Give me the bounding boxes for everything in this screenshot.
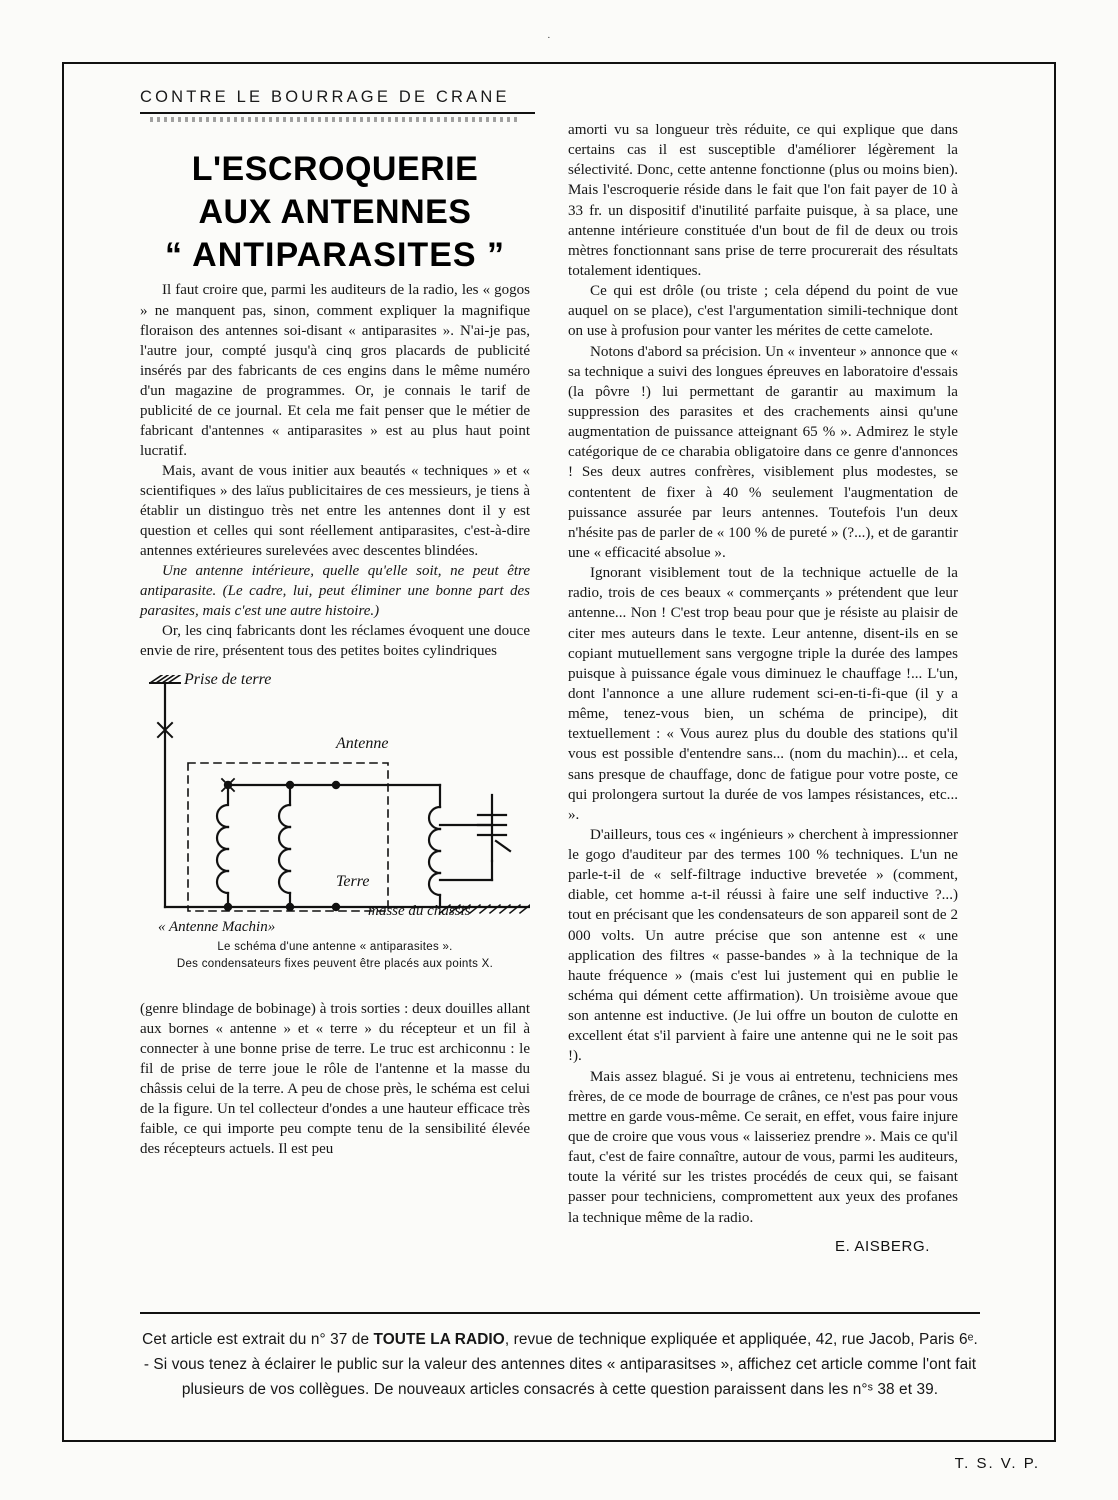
figure-caption-line-2: Des condensateurs fixes peuvent être placés aux points X. — [176, 957, 494, 970]
label-prise-de-terre: Prise de terre — [184, 670, 272, 688]
label-antenne-machin: « Antenne Machin» — [158, 918, 276, 935]
right-column — [568, 120, 958, 1255]
paragraph: Mais assez blagué. Si je vous ai entretenu, techniciens mes frères, de ce mode de bourrage de crânes, ce n'est pas pour vous mettre en garde vous-même. Ce serait, en effet, vous faire injure que de croire que vous vous « laisseriez prendre ». Mais ce qu'il faut, c'est de faire connaître, autour de vous, parmi les auditeurs, toute la vérité sur les tristes procédés de ceux qui, se faisant passer pour techniciens, compromettent aux yeux des profanes la technique même de la radio. — [568, 1068, 958, 1226]
article-columns — [140, 120, 980, 1300]
notice-part-1: Cet article est extrait du n° 37 de — [142, 1331, 374, 1348]
notice-brand: TOUTE LA RADIO — [373, 1331, 505, 1348]
notice-text — [140, 1328, 980, 1403]
label-terre: Terre — [336, 872, 370, 890]
left-column — [140, 120, 530, 1159]
title-line-1: L'ESCROQUERIE — [191, 150, 479, 188]
paragraph: Il faut croire que, parmi les auditeurs de la radio, les « gogos » ne manquent pas, sinon, comment expliquer la magnifique floraison des antennes soi-disant « antiparasites ». N'ai-je pas, l'autre jour, compté jusqu'à cinq gros placards de publicité insérés par des fabricants de ces engins dans le même numéro d'un magazine de programmes. Or, je connais le tarif de publicité de ce journal. Et cela me fait penser que le métier de fabricant d'antennes « antiparasites » est au plus haut point lucratif. — [140, 282, 530, 459]
paragraph: Ce qui est drôle (ou triste ; cela dépend du point de vue auquel on se place), c'est l'argumentation simili-technique dont on use à profusion pour vanter les mérites de cette camelote. — [568, 283, 958, 340]
kicker-block — [140, 88, 980, 114]
notice-part-2: , revue de technique expliquée et appliquée, 42, rue Jacob, Paris 6ᵉ. - Si vous tenez à éclairer le public sur la valeur des antennes dites « antiparasitses », affichez cet article comme l'ont fait plusieurs de vos collègues. De nouveaux articles consacrés à cette question paraissent dans les n°ˢ 38 et 39. — [143, 1331, 978, 1398]
label-antenne: Antenne — [336, 734, 389, 752]
top-center-mark: · — [547, 32, 551, 44]
paragraph: amorti vu sa longueur très réduite, ce qui explique que dans certains cas il est susceptible d'améliorer légèrement la sélectivité. Donc, cette antenne fonctionne (plus ou moins bien). Mais l'escroquerie réside dans le fait que l'on fait payer de 10 à 33 fr. un dispositif d'inutilité parfaite puisque, à sa place, une antenne intérieure constituée d'un bout de fil de deux ou trois mètres fonctionnant sans prise de terre procurerait des résultats totalement identiques. — [568, 122, 958, 279]
footer-notice — [140, 1312, 980, 1403]
author-signature: E. AISBERG. — [835, 1237, 930, 1255]
kicker-text: CONTRE LE BOURRAGE DE CRANE — [140, 88, 510, 106]
paragraph: (genre blindage de bobinage) à trois sorties : deux douilles allant aux bornes « antenne » et « terre » du récepteur et un fil à connecter à une bonne prise de terre. Le truc est archiconnu : le fil de prise de terre joue le rôle de l'antenne et la masse du châssis celui de la terre. A peu de chose près, le schéma est celui de la figure. Un tel collecteur d'ondes a une hauteur efficace très faible, ce qui importe peu compte tenu de la sensibilité élevée des récepteurs actuels. Il est peu — [140, 1000, 530, 1157]
paragraph: Or, les cinq fabricants dont les réclames évoquent une douce envie de rire, présentent tous des petites boites cylindriques — [140, 622, 530, 659]
tsvp-mark: T. S. V. P. — [954, 1455, 1040, 1472]
page-title — [140, 148, 530, 276]
kicker-rule — [140, 112, 535, 114]
paragraph: D'ailleurs, tous ces « ingénieurs » cherchent à impressionner le gogo d'auditeur par des termes 100 % techniques. L'un ne parle-t-il de « self-filtrage inductive brevetée » (comment, diable, cet homme a-t-il réussi à faire une self inductive ?...) tout en précisant que les condensateurs de son appareil sont de 2 000 volts. Un autre précise que son antenne est « une application des filtres « passe-bandes » à la technique de la haute fréquence » (mais c'est lui justement qui en publie le schéma qui dément cette affirmation). Un troisième avoue que son antenne est inductive. (Je lui offre un bouton de culotte en excellent état s'il parvient à faire une antenne qui ne le soit pas !). — [568, 826, 958, 1065]
paragraph: Ignorant visiblement tout de la technique actuelle de la radio, trois de ces beaux « commerçants » prétendent que leur antenne... Non ! C'est trop beau pour que je résiste au plaisir de citer mes auteurs dans le texte. Leur antenne, disent-ils en se copiant mutuellement sans vergogne triple la durée des lampes puisque à puissance égale vous diminuez le chauffage !... L'un, dont l'annonce a une allure rudement sci-en-ti-fi-que (il y a même, tenez-vous bien, un schéma de principe), dit textuellement : « Vous aurez plus du double des stations qu'il vous est possible d'entendre sans... (nom du machin)... et cela, sans presque de chauffage, donc de fatigue pour votre poste, ce qui prolongera surtout la durée de vos lampes résistances, etc... ». — [568, 565, 958, 823]
circuit-schematic-svg — [140, 675, 530, 943]
figure-caption-line-1: Le schéma d'une antenne « antiparasites ». — [217, 940, 453, 953]
paragraph: Mais, avant de vous initier aux beautés « techniques » et « scientifiques » des laïus publicitaires de ces messieurs, je tiens à établir un distinguo très net entre les antennes dont il y est question et celles qui sont réellement antiparasites, c'est-à-dire antennes extérieures surelevées avec descentes blindées. — [140, 462, 530, 559]
paragraph: Une antenne intérieure, quelle qu'elle soit, ne peut être antiparasite. (Le cadre, lui, peut éliminer une bonne part des parasites, mais c'est une autre histoire.) — [140, 562, 530, 619]
title-line-3: “ ANTIPARASITES ” — [164, 235, 506, 274]
paragraph: Notons d'abord sa précision. Un « inventeur » annonce que « sa technique a suivi des longues épreuves en laboratoire d'essais (la pôvre !) lui permettant de garantir au maximum la suppression des parasites et des crachements ainsi qu'une augmentation de puissance atteignant 65 % ». Admirez le style catégorique de ce charabia obligatoire dans ce genre d'annonces ! Ses deux autres confrères, visiblement plus modestes, se contentent de fixer à 40 % seulement l'augmentation de puissance assurée par leurs antennes. Toutefois l'un deux n'hésite pas de parler de « 100 % de pureté » (?...), et de garantir une « efficacité absolue ». — [568, 343, 958, 561]
title-line-2: AUX ANTENNES — [198, 192, 472, 231]
label-masse-du-chassis: masse du chassis — [368, 902, 471, 919]
circuit-diagram — [140, 670, 530, 970]
